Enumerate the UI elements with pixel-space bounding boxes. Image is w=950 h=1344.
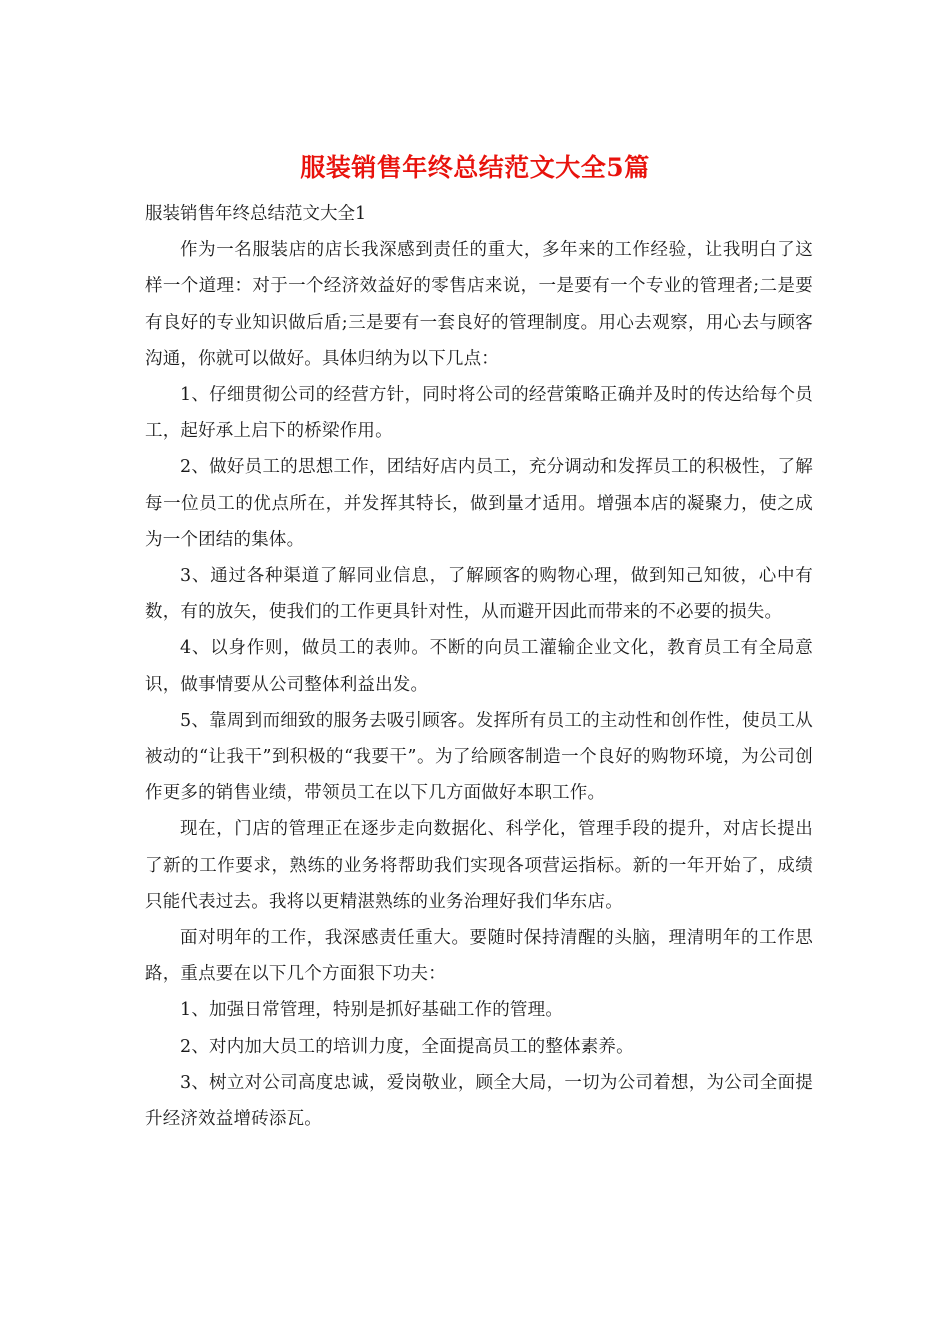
paragraph-plan-2: 2、对内加大员工的培训力度，全面提高员工的整体素养。 (180, 1036, 634, 1057)
paragraph-plan-1: 1、加强日常管理，特别是抓好基础工作的管理。 (180, 1000, 564, 1021)
paragraph-point-5: 5、靠周到而细致的服务去吸引顾客。发挥所有员工的主动性和创作性，使员工从被动的“让我干”到积极的“我要干”。为了给顾客制造一个良好的购物环境，为公司创作更多的销售业绩，带领员工在以下几方面做好本职工作。 (145, 710, 813, 804)
paragraph-point-2: 2、做好员工的思想工作，团结好店内员工，充分调动和发挥员工的积极性，了解每一位员工的优点所在，并发挥其特长，做到量才适用。增强本店的凝聚力，使之成为一个团结的集体。 (145, 457, 813, 550)
document-body (145, 196, 813, 1137)
paragraph-point-4: 4、以身作则，做员工的表帅。不断的向员工灌输企业文化，教育员工有全局意识，做事情要从公司整体利益出发。 (145, 638, 813, 695)
section-heading: 服装销售年终总结范文大全1 (145, 204, 367, 224)
paragraph-intro: 作为一名服装店的店长我深感到责任的重大，多年来的工作经验，让我明白了这样一个道理：对于一个经济效益好的零售店来说，一是要有一个专业的管理者;二是要有良好的专业知识做后盾;三是要有一套良好的管理制度。用心去观察，用心去与顾客沟通，你就可以做好。具体归纳为以下几点： (145, 240, 813, 369)
paragraph-point-1: 1、仔细贯彻公司的经营方针，同时将公司的经营策略正确并及时的传达给每个员工，起好承上启下的桥梁作用。 (145, 385, 813, 442)
paragraph-plan-3: 3、树立对公司高度忠诚，爱岗敬业，顾全大局，一切为公司着想，为公司全面提升经济效益增砖添瓦。 (145, 1072, 813, 1130)
document-title: 服装销售年终总结范文大全5篇 (300, 153, 650, 182)
paragraph-current-status: 现在，门店的管理正在逐步走向数据化、科学化，管理手段的提升，对店长提出了新的工作要求，熟练的业务将帮助我们实现各项营运指标。新的一年开始了，成绩只能代表过去。我将以更精湛熟练的业务治理好我们华东店。 (145, 819, 813, 912)
paragraph-next-year: 面对明年的工作，我深感责任重大。要随时保持清醒的头脑，理清明年的工作思路，重点要在以下几个方面狠下功夫： (145, 928, 813, 985)
paragraph-point-3: 3、通过各种渠道了解同业信息，了解顾客的购物心理，做到知己知彼，心中有数，有的放矢，使我们的工作更具针对性，从而避开因此而带来的不必要的损失。 (145, 566, 813, 623)
